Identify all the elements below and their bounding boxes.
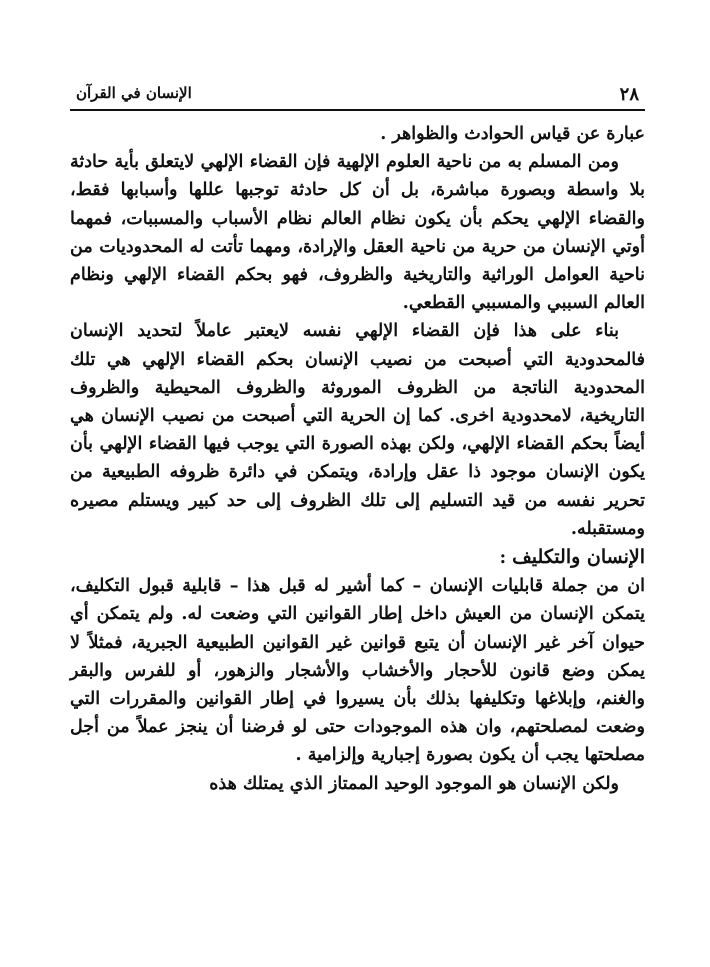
section-heading-colon: : (499, 548, 513, 569)
paragraph: بناء على هذا فإن القضاء الإلهي نفسه لايعتبر عاملاً لتحديد الإنسان فالمحدودية التي أصبحت من نصيب الإنسان بحكم القضاء الإلهي هي تلك المحدودية الناتجة من الظروف الموروثة والظروف المحيطية والظروف التاريخية، لامحدودية اخرى. كما إن الحرية التي أصبحت من نصيب الإنسان هي أيضاً بحكم القضاء الإلهي، ولكن بهذه الصورة التي يوجب فيها القضاء الإلهي بأن يكون الإنسان موجود ذا عقل وإرادة، ويتمكن في دائرة ظروفه الطبيعية من تحرير نفسه من قيد التسليم إلى تلك الظروف إلى حد كبير ويستلم مصيره ومستقبله. (70, 321, 645, 539)
section-heading: الإنسان والتكليف (512, 546, 645, 569)
paragraph: ومن المسلم به من ناحية العلوم الإلهية فإن القضاء الإلهي لايتعلق بأية حادثة بلا واسطة وبصورة مباشرة، بل أن كل حادثة توجبها عللها وأسبابها فقط، والقضاء الإلهي يحكم بأن يكون نظام العالم نظام الأسباب والمسببات، فمهما أوتي الإنسان من حرية من ناحية العقل والإرادة، ومهما تأتت له المحدوديات من ناحية العوامل الوراثية والتاريخية والظروف، فهو بحكم القضاء الإلهي ونظام العالم السببي والمسببي القطعي. (70, 152, 645, 314)
paragraph: ان من جملة قابليات الإنسان – كما أشير له قبل هذا – قابلية قبول التكليف، يتمكن الإنسان من العيش داخل إطار القوانين التي وضعت له. ولم يتمكن أي حيوان آخر غير الإنسان أن يتبع قوانين غير القوانين الطبيعية الجبرية، فمثلاً لا يمكن وضع قانون للأحجار والأخشاب والأشجار والزهور، أو للفرس والبقر والغنم، وإبلاغها وتكليفها بذلك بأن يسيروا في إطار القوانين والمقررات التي وضعت لمصلحتهم، وان هذه الموجودات حتى لو فرضنا أن ينجز عملاً من أجل مصلحتها يجب أن يكون بصورة إجبارية وإلزامية . (70, 576, 645, 766)
section-heading-line (70, 543, 645, 572)
paragraph: عبارة عن قياس الحوادث والظواهر . (380, 124, 645, 144)
body-text (70, 120, 645, 798)
running-title: الإنسان في القرآن (76, 84, 192, 102)
header-rule (70, 109, 645, 111)
page-header (70, 80, 645, 110)
page-number: ٢٨ (619, 84, 639, 105)
paragraph: ولكن الإنسان هو الموجود الوحيد الممتاز الذي يمتلك هذه (209, 773, 619, 794)
